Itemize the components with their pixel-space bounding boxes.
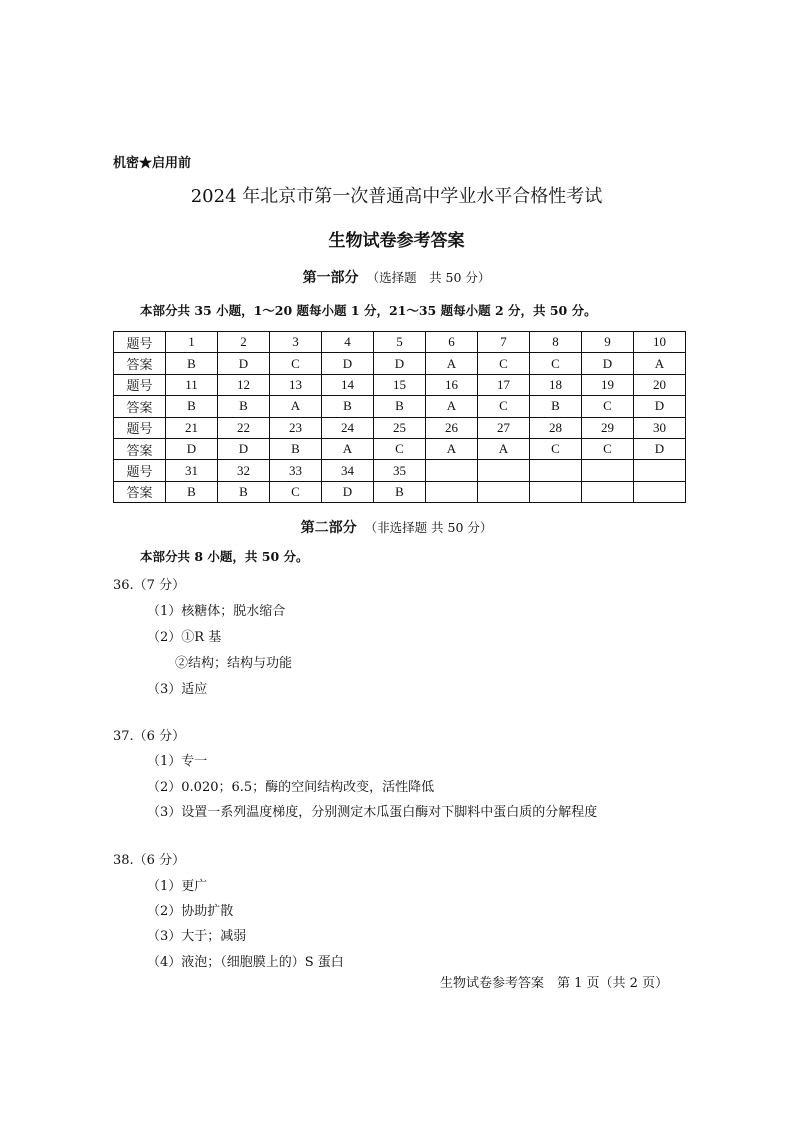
answer-line: （1）更广 (147, 879, 208, 894)
answer-row (114, 353, 686, 374)
question-number-cell: 28 (530, 417, 582, 438)
answer-cell: A (634, 353, 686, 374)
question-number-cell: 34 (322, 460, 374, 481)
question-number-cell: 5 (374, 332, 426, 353)
question-number-cell: 4 (322, 332, 374, 353)
answer-line: ②结构；结构与功能 (175, 656, 293, 671)
answer-cell: D (374, 353, 426, 374)
question-number-cell: 16 (426, 374, 478, 395)
answer-cell: D (322, 353, 374, 374)
question-number-cell: 29 (582, 417, 634, 438)
num-header-cell: 题号 (114, 460, 166, 481)
answer-cell: D (218, 353, 270, 374)
question-number-cell: 24 (322, 417, 374, 438)
part2-note: （非选择题 共 50 分） (364, 520, 493, 535)
question-number-cell: 1 (166, 332, 218, 353)
answer-cell (634, 481, 686, 502)
answer-cell: B (166, 353, 218, 374)
answer-cell (582, 481, 634, 502)
question-number-cell: 21 (166, 417, 218, 438)
question-number-cell: 13 (270, 374, 322, 395)
part2-heading (0, 517, 793, 537)
answer-cell: C (478, 353, 530, 374)
ans-header-cell: 答案 (114, 396, 166, 417)
question-number-row (114, 332, 686, 353)
answer-cell: B (166, 481, 218, 502)
question-38-label: 38.（6 分） (113, 853, 186, 868)
question-number-cell: 3 (270, 332, 322, 353)
answer-cell: B (374, 481, 426, 502)
question-number-cell (582, 460, 634, 481)
question-37-label: 37.（6 分） (113, 729, 186, 744)
question-number-cell: 8 (530, 332, 582, 353)
question-number-cell: 33 (270, 460, 322, 481)
answer-cell: C (582, 396, 634, 417)
answer-cell (478, 481, 530, 502)
question-number-cell (634, 460, 686, 481)
question-number-cell: 12 (218, 374, 270, 395)
answer-cell: B (218, 396, 270, 417)
question-number-cell: 15 (374, 374, 426, 395)
question-number-cell: 6 (426, 332, 478, 353)
question-number-cell: 11 (166, 374, 218, 395)
answer-cell: A (426, 438, 478, 459)
question-36-label: 36.（7 分） (113, 578, 186, 593)
question-number-cell: 14 (322, 374, 374, 395)
answer-cell (530, 481, 582, 502)
document-subtitle: 生物试卷参考答案 (328, 231, 465, 251)
num-header-cell: 题号 (114, 374, 166, 395)
part2-title: 第二部分 (300, 520, 357, 536)
answer-cell: A (478, 438, 530, 459)
num-header-cell: 题号 (114, 332, 166, 353)
answer-row (114, 396, 686, 417)
part1-intro: 本部分共 35 小题，1～20 题每小题 1 分，21～35 题每小题 2 分，共 50 分。 (140, 303, 597, 318)
question-number-cell: 20 (634, 374, 686, 395)
part1-heading (0, 267, 793, 287)
answer-line: （3）适应 (147, 682, 208, 697)
question-number-cell: 27 (478, 417, 530, 438)
question-number-cell: 32 (218, 460, 270, 481)
answer-row (114, 438, 686, 459)
answer-line: （4）液泡；（细胞膜上的）S 蛋白 (147, 955, 344, 970)
ans-header-cell: 答案 (114, 481, 166, 502)
answer-cell: D (582, 353, 634, 374)
answer-line: （3）设置一系列温度梯度，分别测定木瓜蛋白酶对下脚料中蛋白质的分解程度 (147, 805, 598, 820)
part1-note: （选择题 共 50 分） (366, 270, 491, 285)
num-header-cell: 题号 (114, 417, 166, 438)
answer-cell: C (530, 438, 582, 459)
question-number-cell: 17 (478, 374, 530, 395)
question-number-row (114, 374, 686, 395)
question-number-row (114, 460, 686, 481)
question-number-cell (530, 460, 582, 481)
question-number-cell: 26 (426, 417, 478, 438)
answer-line: （1）核糖体；脱水缩合 (147, 604, 286, 619)
answer-cell: C (530, 353, 582, 374)
question-number-cell: 22 (218, 417, 270, 438)
answer-cell: B (530, 396, 582, 417)
part2-intro: 本部分共 8 小题，共 50 分。 (140, 549, 309, 564)
question-number-cell (426, 460, 478, 481)
answer-row (114, 481, 686, 502)
answer-line: （2）协助扩散 (147, 904, 234, 919)
question-number-cell: 18 (530, 374, 582, 395)
question-number-cell: 10 (634, 332, 686, 353)
question-number-cell: 23 (270, 417, 322, 438)
question-number-cell: 30 (634, 417, 686, 438)
exam-title: 2024 年北京市第一次普通高中学业水平合格性考试 (190, 186, 603, 207)
answer-cell: A (426, 353, 478, 374)
ans-header-cell: 答案 (114, 353, 166, 374)
answer-cell (426, 481, 478, 502)
answer-cell: D (322, 481, 374, 502)
question-number-cell: 19 (582, 374, 634, 395)
answer-cell: D (634, 438, 686, 459)
confidential-label: 机密★启用前 (113, 156, 192, 171)
question-number-cell: 25 (374, 417, 426, 438)
answer-table (113, 331, 686, 503)
answer-cell: B (218, 481, 270, 502)
question-number-cell (478, 460, 530, 481)
answer-cell: D (218, 438, 270, 459)
answer-cell: C (582, 438, 634, 459)
answer-cell: C (374, 438, 426, 459)
answer-cell: A (322, 438, 374, 459)
answer-line: （2）①R 基 (147, 630, 222, 645)
answer-cell: B (166, 396, 218, 417)
question-number-cell: 31 (166, 460, 218, 481)
answer-cell: C (270, 481, 322, 502)
question-number-cell: 9 (582, 332, 634, 353)
answer-cell: A (270, 396, 322, 417)
answer-cell: B (270, 438, 322, 459)
ans-header-cell: 答案 (114, 438, 166, 459)
question-number-cell: 2 (218, 332, 270, 353)
answer-cell: C (270, 353, 322, 374)
answer-line: （2）0.020；6.5；酶的空间结构改变，活性降低 (147, 780, 435, 795)
answer-cell: A (426, 396, 478, 417)
question-number-row (114, 417, 686, 438)
answer-cell: D (634, 396, 686, 417)
answer-cell: C (478, 396, 530, 417)
part1-title: 第一部分 (302, 270, 359, 286)
question-number-cell: 7 (478, 332, 530, 353)
question-number-cell: 35 (374, 460, 426, 481)
answer-line: （3）大于；减弱 (147, 929, 247, 944)
answer-cell: D (166, 438, 218, 459)
page-footer: 生物试卷参考答案 第 1 页（共 2 页） (440, 976, 669, 991)
answer-line: （1）专一 (147, 754, 208, 769)
answer-cell: B (374, 396, 426, 417)
answer-cell: B (322, 396, 374, 417)
